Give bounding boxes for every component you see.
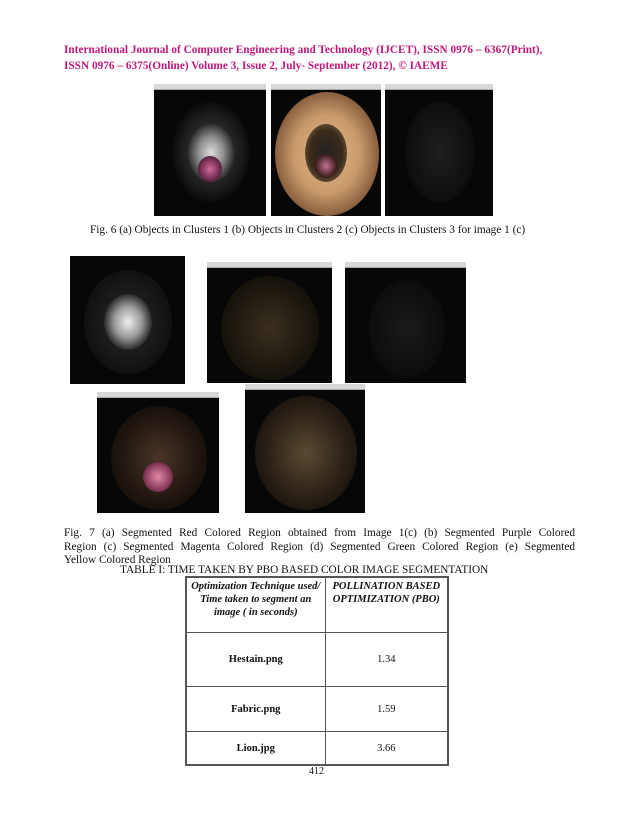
lion-mane-shape	[405, 102, 475, 202]
table-row	[186, 633, 448, 687]
fig7e-image	[245, 384, 365, 513]
table-header-row	[186, 577, 448, 633]
lion-face-shape	[104, 294, 152, 350]
lion-mouth-shape	[143, 462, 173, 492]
lion-mane-shape	[255, 396, 357, 510]
table-row	[186, 732, 448, 766]
results-table	[185, 576, 449, 766]
table-header-pbo: POLLINATION BASED OPTIMIZATION (PBO)	[325, 577, 448, 633]
window-titlebar	[385, 84, 493, 90]
fig7c-image	[345, 262, 466, 383]
page-number: 412	[309, 766, 324, 777]
figure7-caption-line1: Fig. 7 (a) Segmented Red Colored Region obtained from Image 1(c) (b) Segmented Purple Colored	[64, 527, 575, 539]
figure7-caption-line3: Yellow Colored Region	[64, 554, 171, 566]
fig6a-image	[154, 84, 266, 216]
table-title: TABLE I: TIME TAKEN BY PBO BASED COLOR IMAGE SEGMENTATION	[120, 564, 489, 576]
table-cell-image: Hestain.png	[186, 633, 325, 687]
table-row	[186, 687, 448, 732]
table-cell-time: 1.34	[325, 633, 448, 687]
table-cell-time: 3.66	[325, 732, 448, 766]
window-titlebar	[271, 84, 381, 90]
lion-mane-shape	[111, 406, 207, 510]
table-header-technique: Optimization Technique used/ Time taken to segment an image ( in seconds)	[186, 577, 325, 633]
fig7a-image	[70, 256, 185, 384]
fig7b-image	[207, 262, 332, 383]
lion-mouth-shape	[198, 156, 222, 182]
journal-header-line1: International Journal of Computer Engineering and Technology (IJCET), ISSN 0976 – 6367(Print),	[64, 44, 543, 56]
window-titlebar	[97, 392, 219, 398]
figure7-caption	[64, 527, 575, 568]
window-titlebar	[245, 384, 365, 390]
fig6c-image	[385, 84, 493, 216]
lion-mane-shape	[369, 280, 445, 378]
lion-mane-shape	[221, 276, 319, 380]
lion-mouth-shape	[315, 154, 337, 178]
figure7-caption-line2: Region (c) Segmented Magenta Colored Region (d) Segmented Green Colored Region (e) Segmented	[64, 540, 575, 553]
window-titlebar	[345, 262, 466, 268]
table-cell-image: Fabric.png	[186, 687, 325, 732]
journal-header-line2: ISSN 0976 – 6375(Online) Volume 3, Issue 2, July- September (2012), © IAEME	[64, 59, 448, 72]
fig6b-image	[271, 84, 381, 216]
window-titlebar	[154, 84, 266, 90]
journal-header	[64, 43, 584, 74]
fig7d-image	[97, 392, 219, 513]
table-cell-time: 1.59	[325, 687, 448, 732]
table-cell-image: Lion.jpg	[186, 732, 325, 766]
figure6-caption: Fig. 6 (a) Objects in Clusters 1 (b) Objects in Clusters 2 (c) Objects in Clusters 3 for image 1 (c)	[90, 224, 526, 236]
window-titlebar	[207, 262, 332, 268]
